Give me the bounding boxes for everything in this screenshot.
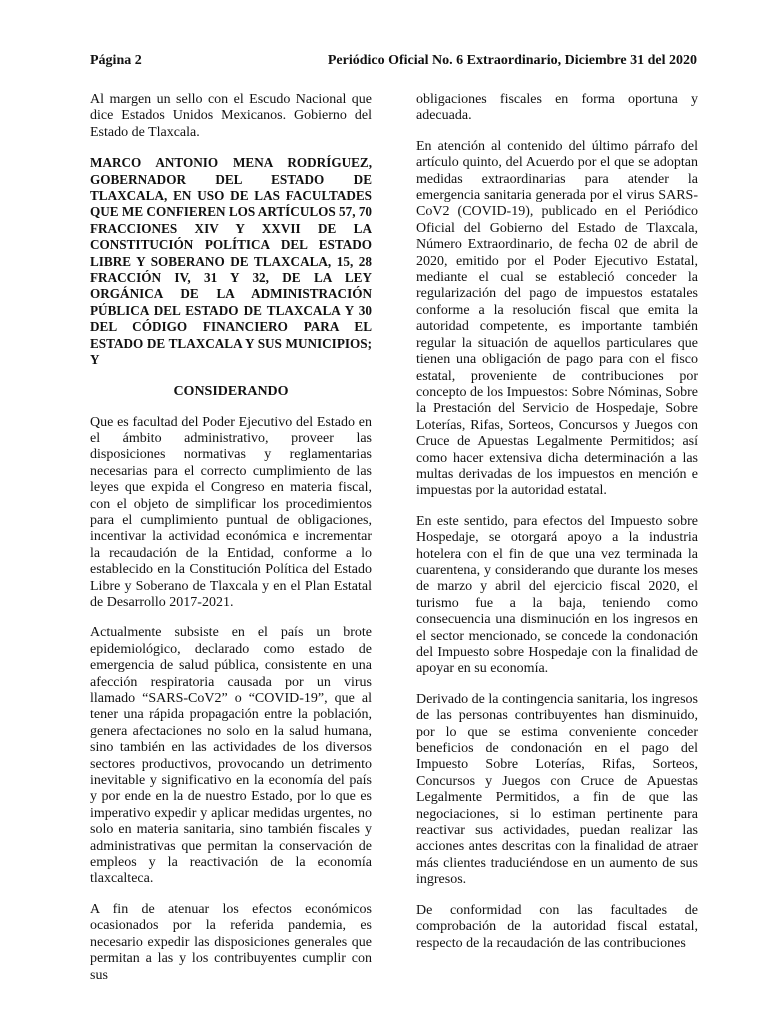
publication-title: Periódico Oficial No. 6 Extraordinario, Diciembre 31 del 2020 bbox=[327, 53, 697, 68]
paragraph: En este sentido, para efectos del Impuesto sobre Hospedaje, se otorgará apoyo a la industria hotelera con el fin de que una vez terminada la cuarentena, y considerando que durante los meses de marzo y abril del ejercicio fiscal 2020, el turismo fue a la baja, teniendo como consecuencia una disminución en los ingresos en el sector mencionado, se concede la condonación del Impuesto sobre Hospedaje con la finalidad de apoyar en su economía. bbox=[416, 513, 698, 677]
paragraph: De conformidad con las facultades de comprobación de la autoridad fiscal estatal, respecto de la recaudación de las contribuciones bbox=[416, 902, 698, 951]
page-header bbox=[90, 52, 697, 70]
paragraph: Derivado de la contingencia sanitaria, los ingresos de las personas contribuyentes han disminuido, por lo que se estima conveniente conceder beneficios de condonación en el pago del Impuesto Sobre Loterías, Rifas, Sorteos, Concursos y Juegos con Cruce de Apuestas Legalmente Permitidos, a fin de que las negociaciones, si lo estiman pertinente para reactivar sus actividades, puedan realizar las acciones antes descritas con la finalidad de atraer más clientes traduciéndose en un aumento de sus ingresos. bbox=[416, 691, 698, 888]
page-number: Página 2 bbox=[90, 53, 142, 68]
left-column bbox=[90, 92, 372, 998]
seal-note: Al margen un sello con el Escudo Nacional que dice Estados Unidos Mexicanos. Gobierno del Estado de Tlaxcala. bbox=[90, 92, 372, 140]
paragraph: A fin de atenuar los efectos económicos ocasionados por la referida pandemia, es necesario expedir las disposiciones generales que permitan a las y los contribuyentes cumplir con sus bbox=[90, 901, 372, 983]
paragraph: Actualmente subsiste en el país un brote epidemiológico, declarado como estado de emergencia de salud pública, consistente en una afección respiratoria causada por un virus llamado “SARS-CoV2” o “COVID-19”, que al tener una rápida propagación entre la población, genera afectaciones no solo en la salud humana, sino también en las actividades de los diversos sectores productivos, provocando un detrimento inevitable y significativo en la economía del país y por ende en la de nuestro Estado, por lo que es imperativo expedir y aplicar medidas urgentes, no solo en materia sanitaria, sino también fiscales y administrativas que permitan la conservación de empleos y la reactivación de la economía tlaxcalteca. bbox=[90, 625, 372, 887]
paragraph: En atención al contenido del último párrafo del artículo quinto, del Acuerdo por el que se adoptan medidas extraordinarias para atender la emergencia sanitaria generada por el virus SARS-CoV2 (COVID-19), publicado en el Periódico Oficial del Gobierno del Estado de Tlaxcala, Número Extraordinario, de fecha 02 de abril de 2020, emitido por el Poder Ejecutivo Estatal, mediante el cual se estableció conceder la regularización del pago de impuestos estatales conforme a la resolución fiscal que emita la autoridad competente, es importante también regular la situación de aquellos particulares que tienen una obligación de pago para con el fisco estatal, proveniente de contribuciones por concepto de los Impuestos: Sobre Nóminas, Sobre la Prestación del Servicio de Hospedaje, Sobre Loterías, Rifas, Sorteos, Concursos y Juegos con Cruce de Apuestas Legalmente Permitidos; así como hacer extensiva dicha determinación a las multas derivadas de los impuestos en mención e impuestas por la autoridad estatal. bbox=[416, 138, 698, 499]
section-heading: CONSIDERANDO bbox=[173, 383, 289, 399]
preamble: MARCO ANTONIO MENA RODRÍGUEZ, GOBERNADOR DEL ESTADO DE TLAXCALA, EN USO DE LAS FACULTADES QUE ME CONFIEREN LOS ARTÍCULOS 57, 70 FRACCIONES XIV Y XXVII DE LA CONSTITUCIÓN POLÍTICA DEL ESTADO LIBRE Y SOBERANO DE TLAXCALA, 15, 28 FRACCIÓN IV, 31 Y 32, DE LA LEY ORGÁNICA DE LA ADMINISTRACIÓN PÚBLICA DEL ESTADO DE TLAXCALA Y 30 DEL CÓDIGO FINANCIERO PARA EL ESTADO DE TLAXCALA Y SUS MUNICIPIOS; Y bbox=[90, 155, 373, 368]
right-column bbox=[416, 92, 698, 966]
paragraph: Que es facultad del Poder Ejecutivo del Estado en el ámbito administrativo, proveer las disposiciones normativas y reglamentarias necesarias para el correcto cumplimiento de las leyes que expida el Congreso en materia fiscal, con el objeto de simplificar los procedimientos para el cumplimiento puntual de obligaciones, incentivar la actividad económica e incrementar la recaudación de la Entidad, conforme a lo establecido en la Constitución Política del Estado Libre y Soberano de Tlaxcala y en el Plan Estatal de Desarrollo 2017-2021. bbox=[90, 414, 372, 610]
paragraph: obligaciones fiscales en forma oportuna y adecuada. bbox=[416, 92, 698, 124]
